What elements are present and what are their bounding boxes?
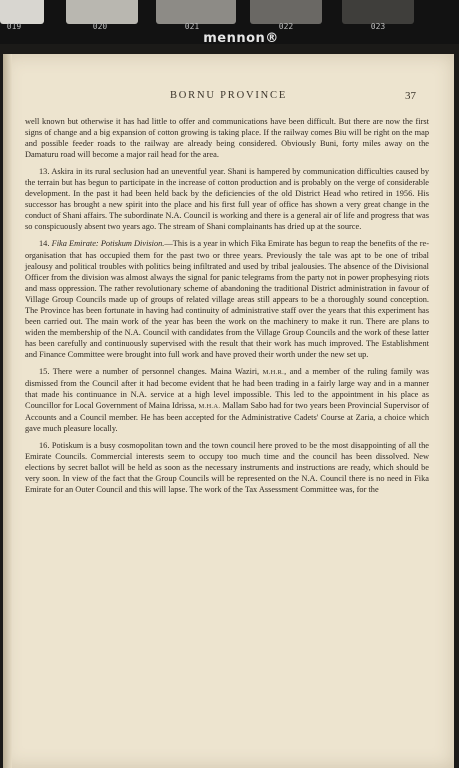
swatch-number: 023 bbox=[370, 22, 386, 31]
honorific-mha: M.H.A. bbox=[198, 403, 221, 411]
paragraph-number: 15. bbox=[39, 366, 50, 376]
paragraph-text: Potiskum is a busy cosmopolitan town and the town council here proved to be the most disappointing of all the Emirate Councils. Commercial interests seem to occupy too much time and the council has been dissolved. New elections by secret ballot will be held as soon as the necessary instruments and instructions are ready, which should be very soon. In view of the fact that the Group Councils will be represented on the N.A. Council there is no need in Fika Emirate for an Outer Council and this will lapse. The work of the Tax Assessment Committee was, for the bbox=[25, 441, 429, 495]
color-swatch bbox=[66, 0, 138, 24]
paragraph-number: 13. bbox=[39, 167, 50, 177]
paragraph-14 bbox=[25, 238, 429, 360]
color-swatch bbox=[0, 0, 44, 24]
document-page bbox=[3, 54, 454, 768]
paragraph-number: 14. bbox=[39, 239, 50, 249]
color-swatch bbox=[342, 0, 414, 24]
page-number: 37 bbox=[405, 90, 416, 102]
page-gutter-shadow bbox=[3, 54, 12, 768]
paragraph-15 bbox=[25, 366, 429, 434]
body-text bbox=[25, 116, 429, 502]
paragraph-number: 16. bbox=[39, 441, 50, 451]
scanner-brand-logo: mennon® bbox=[203, 31, 279, 46]
paragraph-text: —This is a year in which Fika Emirate has begun to reap the benefits of the re-organisation that has occupied them for the past two or three years. Previously the tale was apt to be one of tribal jealousy and political troubles with politics being infiltrated and used by tribal jealousies. The absence of the Divisional Officer from the division was almost always the signal for panic telegrams from the party not in power prophesying riots and mass oppression. The rather revolutionary scheme of abandoning the traditional District administration in favour of Village Group Councils made up of groups of related village areas still appears to be a thoroughly sound conception. The Province has been fortunate in having had continuity of administrative staff over the years that this experiment has been carried out. The main work of the year has been the work on the machinery to make it run. There are plans to widen the membership of the N.A. Council with candidates from the Village Group Councils and the work of these latter has been carefully and continuously supervised with the result that their work has much improved. The Establishment and Finance Committee were brought into full work and have proved their worth under the new set up. bbox=[25, 239, 429, 359]
swatch-number: 020 bbox=[92, 22, 108, 31]
paragraph-heading: Fika Emirate: Potiskum Division. bbox=[51, 239, 165, 249]
paragraph-13 bbox=[25, 166, 429, 232]
paragraph-text: There were a number of personnel changes. Maina Waziri, bbox=[52, 366, 263, 376]
swatch-number: 021 bbox=[184, 22, 200, 31]
page-header bbox=[3, 90, 454, 104]
color-swatch bbox=[250, 0, 322, 24]
color-swatch bbox=[156, 0, 236, 24]
paragraph-text: Askira in its rural seclusion had an uneventful year. Shani is hampered by communication difficulties caused by the terrain but has begun to participate in the increase of cotton production and is probably on the verge of considerable development. In the past it had been held back by the deficiencies of the old District Head who retired in 1956. His successor has brought a new spirit into the place and his first full year of office has shown a very great change in the conduct of Shani affairs. The subordinate N.A. Council is working and there is a general air of life and progress that was so conspicuously absent two years ago. The stream of Shani complainants has dried up at the source. bbox=[25, 167, 429, 232]
paragraph-continuation: well known but otherwise it has had little to offer and communications have been difficult. But there are now the first signs of change and a big expansion of cotton growing is taking place. If the railway comes Biu will be right on the map and possible feeder roads to the railway are already being considered. Obviously Buni, forty miles away on the Damaturu road will become a major rail head for the area. bbox=[25, 117, 429, 160]
running-head: BORNU PROVINCE bbox=[169, 90, 288, 101]
scanner-color-strip bbox=[0, 0, 459, 44]
swatch-number: 022 bbox=[278, 22, 294, 31]
swatch-number: 019 bbox=[6, 22, 22, 31]
paragraph-text: , and a member of the ruling family was dismissed from the Council after it had become evident that he had been trading in a fairly large way and in a manner that made his continuance in N.A. service at a high level impossible. This led to the appointment in his place as Councillor for Local Government of Maina Idrissa, bbox=[25, 366, 429, 411]
honorific-mhr: M.H.R. bbox=[262, 368, 285, 376]
paragraph-16 bbox=[25, 440, 429, 495]
paragraph-text: Mallam Sabo had for two years been Provincial Supervisor of Accounts and a Council member. He has been accepted for the Administrative Cadets' Course at Zaria, a choice which gave much pleasure locally. bbox=[25, 401, 429, 434]
